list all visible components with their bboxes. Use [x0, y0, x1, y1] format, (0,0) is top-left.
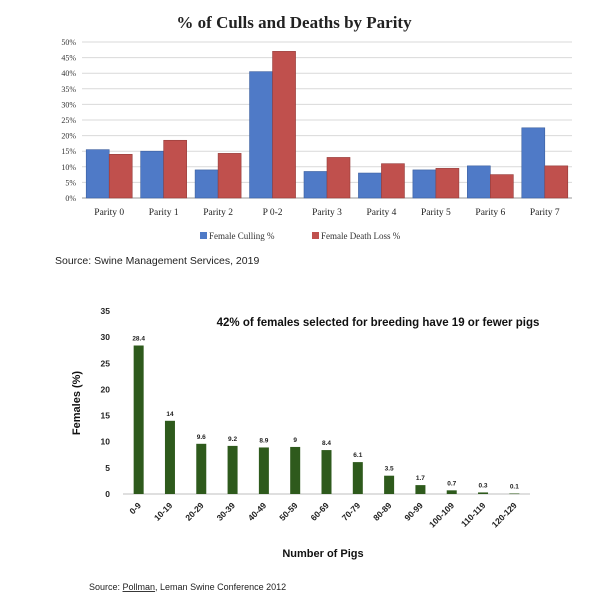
chart2-y-tick-label: 25	[100, 358, 110, 369]
chart1-x-tick-label: P 0-2	[262, 208, 283, 218]
chart2-y-tick-label: 20	[100, 384, 110, 395]
chart2-ylabel: Females (%)	[71, 370, 83, 436]
chart2-x-tick-label: 10-19	[151, 500, 175, 523]
chart2-bar	[478, 492, 488, 494]
chart1-y-tick-label: 20%	[61, 131, 76, 141]
chart2-y-tick-label: 10	[100, 436, 110, 447]
legend-label-death: Female Death Loss %	[321, 231, 401, 241]
chart1-y-axis	[61, 38, 76, 203]
chart2-value-labels	[132, 336, 519, 491]
chart1-x-tick-label: Parity 3	[312, 208, 342, 218]
chart2-value-label: 0.7	[447, 480, 457, 488]
chart2-y-tick-label: 0	[105, 489, 110, 499]
chart1-bar	[381, 164, 404, 198]
legend-swatch-culling	[200, 232, 207, 239]
chart2-y-tick-label: 35	[100, 306, 110, 316]
chart2-bar	[322, 450, 332, 494]
chart2-y-tick-label: 5	[105, 462, 110, 473]
chart2-bar	[196, 444, 206, 494]
chart1-y-tick-label: 35%	[61, 84, 76, 94]
chart2-y-axis	[101, 306, 111, 499]
chart2-value-label: 3.5	[384, 465, 394, 473]
chart2-bar	[290, 447, 300, 494]
chart2-source-rest: , Leman Swine Conference 2012	[155, 582, 287, 592]
chart2-source-prefix: Source:	[89, 582, 123, 592]
chart2-x-tick-label: 100-109	[427, 500, 457, 530]
chart2-bar	[134, 346, 144, 494]
chart1-bar	[358, 173, 381, 198]
chart1-bar	[490, 175, 513, 198]
chart1-bar	[522, 128, 545, 198]
chart2-x-tick-label: 0-9	[127, 500, 144, 517]
chart2-value-label: 9.6	[196, 433, 206, 441]
chart1-bar	[545, 166, 568, 198]
chart2-x-tick-label: 40-49	[245, 500, 269, 523]
chart1-x-tick-label: Parity 6	[475, 208, 506, 218]
chart1-x-tick-label: Parity 5	[420, 208, 451, 218]
chart1-bar	[327, 157, 350, 198]
chart1-bar	[195, 170, 218, 198]
chart1-x-axis	[94, 208, 560, 218]
chart2-bar	[165, 421, 175, 494]
chart2-x-tick-label: 30-39	[214, 500, 237, 523]
chart2-bar	[259, 447, 269, 494]
chart1-x-tick-label: Parity 1	[148, 208, 179, 218]
chart2-x-tick-label: 70-79	[339, 500, 363, 523]
chart1-bar	[218, 153, 241, 198]
chart1-bar	[86, 150, 109, 198]
chart1-bar	[436, 168, 459, 198]
chart2-x-tick-label: 20-29	[183, 500, 206, 523]
chart2-x-tick-label: 110-119	[458, 500, 488, 529]
chart2-bar	[415, 485, 425, 494]
chart2-y-tick-label: 30	[100, 332, 110, 343]
chart2-value-label: 9.2	[228, 435, 238, 443]
chart2-x-tick-label: 80-89	[371, 500, 394, 523]
chart2-bars	[134, 346, 520, 495]
chart2-y-tick-label: 15	[100, 410, 110, 421]
chart1-bar	[413, 170, 436, 198]
chart1-y-tick-label: 30%	[61, 100, 76, 110]
chart2-value-label: 14	[166, 410, 174, 418]
chart1-bar	[109, 154, 132, 198]
chart2-value-label: 28.4	[132, 335, 145, 343]
chart1-x-tick-label: Parity 2	[203, 208, 234, 218]
chart1-title: % of Culls and Deaths by Parity	[176, 13, 412, 32]
chart1-y-tick-label: 45%	[61, 53, 76, 63]
chart2-bar	[447, 490, 457, 494]
chart1-source: Source: Swine Management Services, 2019	[55, 255, 260, 267]
chart1-x-tick-label: Parity 0	[94, 208, 125, 218]
legend-label-culling: Female Culling %	[209, 231, 275, 241]
chart1-x-tick-label: Parity 7	[529, 208, 560, 218]
chart2-bar	[384, 476, 394, 494]
chart1-y-tick-label: 0%	[65, 194, 76, 203]
chart2-x-tick-label: 120-129	[489, 500, 519, 530]
chart2-bar	[228, 446, 238, 494]
chart2-value-label: 9	[293, 436, 298, 444]
chart1-bar	[164, 140, 187, 198]
chart2-xlabel: Number of Pigs	[282, 548, 364, 560]
chart1-y-tick-label: 10%	[61, 162, 76, 172]
chart2-source	[89, 582, 286, 592]
chart1-bar	[304, 171, 327, 198]
chart2-x-tick-label: 90-99	[402, 500, 425, 523]
chart2-x-axis	[127, 500, 519, 529]
chart2-x-tick-label: 50-59	[277, 500, 300, 523]
chart2-value-label: 1.7	[415, 475, 425, 483]
chart1-y-tick-label: 15%	[61, 147, 76, 157]
chart2-value-label: 6.1	[353, 452, 363, 460]
chart1-legend	[200, 231, 401, 241]
chart2-value-label: 8.4	[321, 440, 332, 448]
chart1-bar	[141, 151, 164, 198]
chart1-y-tick-label: 5%	[65, 178, 76, 188]
chart1-bar	[467, 166, 490, 198]
chart2-value-label: 8.9	[259, 437, 269, 445]
legend-swatch-death	[312, 232, 319, 239]
chart2-x-tick-label: 60-69	[308, 500, 331, 523]
chart1-y-tick-label: 50%	[61, 38, 76, 47]
chart1-y-tick-label: 40%	[61, 69, 76, 79]
chart2-bar	[509, 493, 519, 494]
chart2-value-label: 0.1	[509, 483, 519, 491]
chart2-source-name: Pollman	[122, 582, 156, 592]
chart2-title: 42% of females selected for breeding have 19 or fewer pigs	[216, 317, 540, 329]
chart1-y-tick-label: 25%	[61, 116, 76, 125]
chart1-bar	[250, 72, 273, 198]
chart1-x-tick-label: Parity 4	[366, 208, 397, 218]
chart2-bar	[353, 462, 363, 494]
chart2-value-label: 0.3	[478, 482, 488, 490]
chart1-bar	[273, 51, 296, 198]
